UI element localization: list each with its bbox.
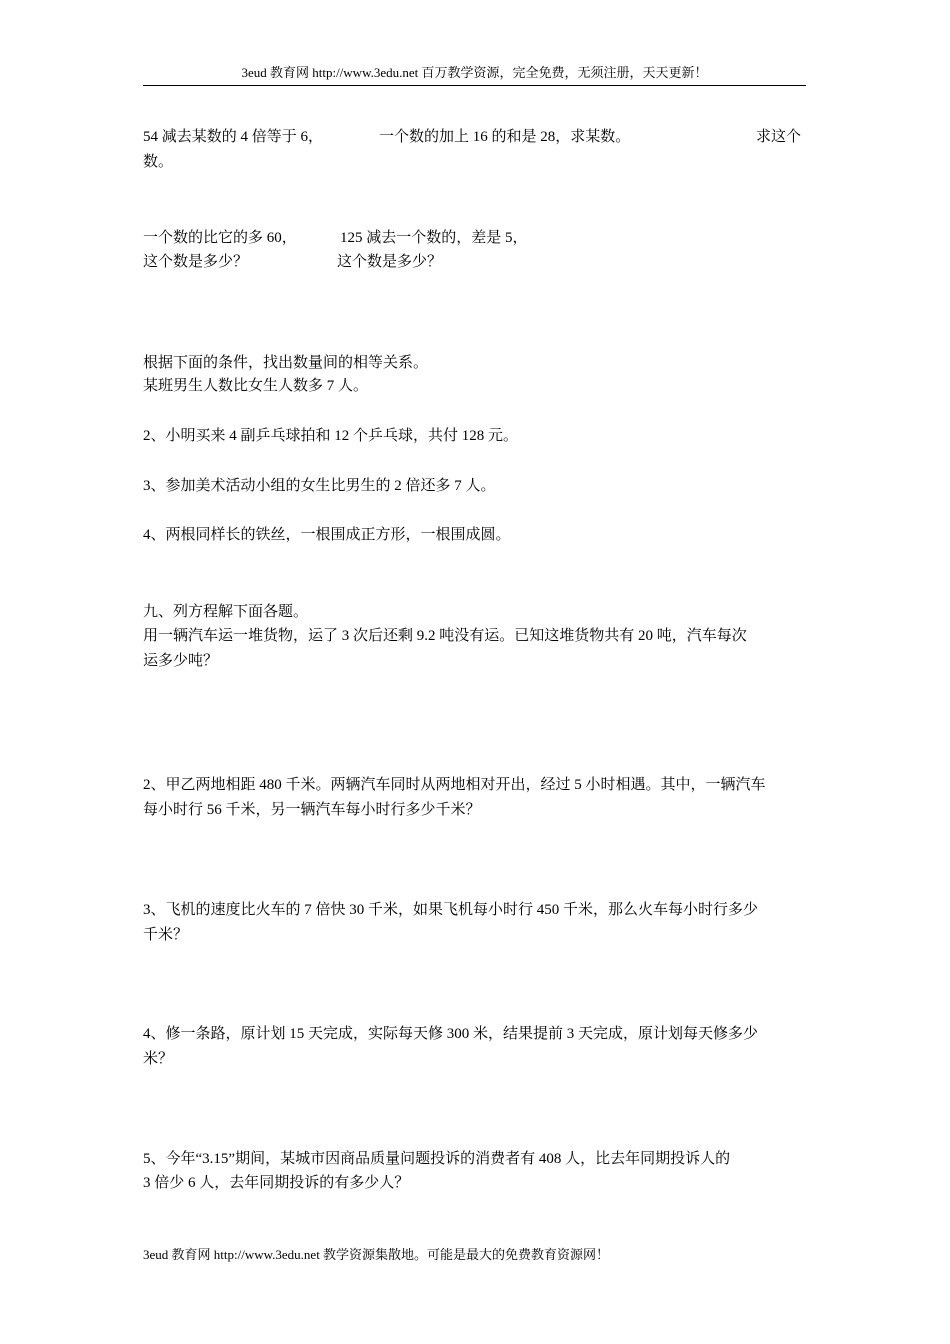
question-4-line-2: 米？ [143, 1051, 174, 1067]
question-2-line-1: 2、甲乙两地相距 480 千米。两辆汽车同时从两地相对开出，经过 5 小时相遇。其中，一辆汽车 [143, 777, 766, 793]
question-3-line-1: 3、飞机的速度比火车的 7 倍快 30 千米，如果飞机每小时行 450 千米，那么火车每小时行多少 [143, 902, 759, 918]
problem-5-line-2: 这个数是多少？ [337, 254, 443, 270]
problem-1: 54 减去某数的 4 倍等于 6， [143, 129, 324, 145]
question-1-line-1: 用一辆汽车运一堆货物，运了 3 次后还剩 9.2 吨没有运。已知这堆货物共有 20 吨，汽车每次 [143, 628, 747, 644]
section-9-heading: 九、列方程解下面各题。 [143, 604, 309, 620]
question-5-line-2: 3 倍少 6 人，去年同期投诉的有多少人？ [143, 1175, 410, 1191]
question-4-line-1: 4、修一条路，原计划 15 天完成，实际每天修 300 米，结果提前 3 天完成，原计划每天修多少 [143, 1026, 759, 1042]
question-3-line-2: 千米？ [143, 927, 189, 943]
relation-item-2: 2、小明买来 4 副乒乓球拍和 12 个乒乓球，共付 128 元。 [143, 428, 519, 444]
problem-5-line-1: 125 减去一个数的，差是 5， [340, 230, 528, 246]
relations-heading: 根据下面的条件，找出数量间的相等关系。 [143, 355, 429, 371]
problem-3-line-2: 数。 [143, 154, 174, 170]
relation-item-3: 3、参加美术活动小组的女生比男生的 2 倍还多 7 人。 [143, 478, 496, 494]
problem-3-line-1: 求这个 [756, 129, 802, 145]
header-divider [143, 85, 806, 86]
page-footer: 3eud 教育网 http://www.3edu.net 教学资源集散地。可能是最大的免费教育资源网！ [143, 1247, 610, 1262]
question-2-line-2: 每小时行 56 千米，另一辆汽车每小时行多少千米？ [143, 802, 481, 818]
question-5-line-1: 5、今年“3.15”期间，某城市因商品质量问题投诉的消费者有 408 人，比去年同期投诉人的 [143, 1151, 731, 1167]
question-1-line-2: 运多少吨？ [143, 653, 219, 669]
problem-4-line-1: 一个数的比它的多 60， [143, 230, 297, 246]
problem-4-line-2: 这个数是多少？ [143, 254, 249, 270]
problem-2: 一个数的加上 16 的和是 28，求某数。 [379, 129, 631, 145]
relation-item-4: 4、两根同样长的铁丝，一根围成正方形，一根围成圆。 [143, 527, 511, 543]
relation-item-1: 某班男生人数比女生人数多 7 人。 [143, 378, 369, 394]
page-header: 3eud 教育网 http://www.3edu.net 百万教学资源，完全免费，无须注册，天天更新！ [241, 65, 708, 80]
